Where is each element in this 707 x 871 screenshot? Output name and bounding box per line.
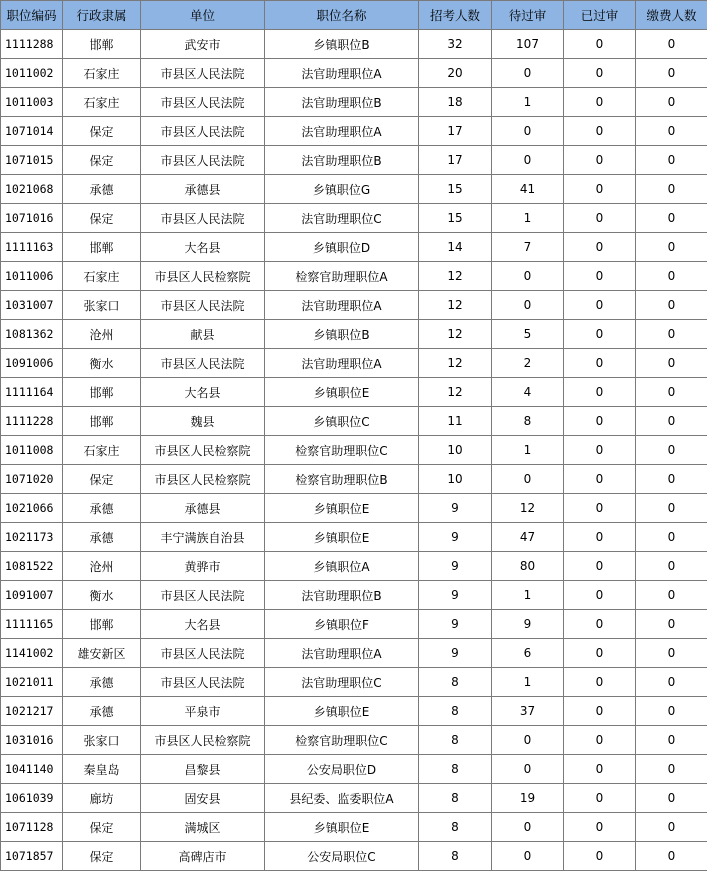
cell-position-name[interactable]: 检察官助理职位B <box>265 465 419 494</box>
cell-unit[interactable]: 魏县 <box>141 407 265 436</box>
cell-pending-review[interactable]: 0 <box>492 291 564 320</box>
table-row <box>1 465 707 494</box>
cell-paid-count[interactable]: 0 <box>636 262 707 291</box>
cell-recruit-count[interactable]: 8 <box>419 668 492 697</box>
cell-administrative-affiliation[interactable]: 邯郸 <box>63 30 141 59</box>
cell-recruit-count[interactable]: 9 <box>419 494 492 523</box>
cell-administrative-affiliation[interactable]: 承德 <box>63 175 141 204</box>
cell-unit[interactable]: 市县区人民法院 <box>141 88 265 117</box>
cell-pending-review[interactable]: 0 <box>492 726 564 755</box>
table-row <box>1 59 707 88</box>
cell-approved[interactable]: 0 <box>564 407 636 436</box>
cell-approved[interactable]: 0 <box>564 610 636 639</box>
header-administrative-affiliation[interactable]: 行政隶属 <box>63 1 141 30</box>
cell-pending-review[interactable]: 8 <box>492 407 564 436</box>
cell-administrative-affiliation[interactable]: 衡水 <box>63 349 141 378</box>
header-paid-count[interactable]: 缴费人数 <box>636 1 707 30</box>
cell-paid-count[interactable]: 0 <box>636 349 707 378</box>
cell-approved[interactable]: 0 <box>564 233 636 262</box>
cell-administrative-affiliation[interactable]: 保定 <box>63 146 141 175</box>
table-row <box>1 494 707 523</box>
cell-unit[interactable]: 市县区人民检察院 <box>141 465 265 494</box>
cell-approved[interactable]: 0 <box>564 349 636 378</box>
cell-position-name[interactable]: 法官助理职位A <box>265 59 419 88</box>
cell-recruit-count[interactable]: 8 <box>419 842 492 871</box>
cell-unit[interactable]: 固安县 <box>141 784 265 813</box>
table-row <box>1 523 707 552</box>
cell-approved[interactable]: 0 <box>564 581 636 610</box>
cell-approved[interactable]: 0 <box>564 320 636 349</box>
cell-paid-count[interactable]: 0 <box>636 581 707 610</box>
cell-unit[interactable]: 市县区人民检察院 <box>141 262 265 291</box>
cell-pending-review[interactable]: 9 <box>492 610 564 639</box>
table-row <box>1 842 707 871</box>
cell-position-name[interactable]: 法官助理职位A <box>265 117 419 146</box>
cell-position-name[interactable]: 法官助理职位A <box>265 349 419 378</box>
cell-pending-review[interactable]: 1 <box>492 668 564 697</box>
cell-position-name[interactable]: 法官助理职位B <box>265 146 419 175</box>
cell-approved[interactable]: 0 <box>564 726 636 755</box>
table-row <box>1 407 707 436</box>
cell-unit[interactable]: 市县区人民法院 <box>141 59 265 88</box>
cell-unit[interactable]: 武安市 <box>141 30 265 59</box>
table-row <box>1 88 707 117</box>
cell-unit[interactable]: 市县区人民法院 <box>141 581 265 610</box>
cell-unit[interactable]: 市县区人民法院 <box>141 639 265 668</box>
cell-administrative-affiliation[interactable]: 廊坊 <box>63 784 141 813</box>
cell-paid-count[interactable]: 0 <box>636 523 707 552</box>
cell-approved[interactable]: 0 <box>564 784 636 813</box>
table-row <box>1 320 707 349</box>
cell-position-code[interactable]: 1021068 <box>1 175 63 204</box>
cell-position-name[interactable]: 乡镇职位E <box>265 523 419 552</box>
cell-pending-review[interactable]: 0 <box>492 842 564 871</box>
cell-position-code[interactable]: 1111288 <box>1 30 63 59</box>
cell-position-name[interactable]: 检察官助理职位C <box>265 726 419 755</box>
cell-unit[interactable]: 丰宁满族自治县 <box>141 523 265 552</box>
cell-paid-count[interactable]: 0 <box>636 668 707 697</box>
cell-approved[interactable]: 0 <box>564 494 636 523</box>
cell-position-name[interactable]: 检察官助理职位C <box>265 436 419 465</box>
cell-approved[interactable]: 0 <box>564 117 636 146</box>
cell-position-name[interactable]: 乡镇职位E <box>265 697 419 726</box>
cell-pending-review[interactable]: 1 <box>492 436 564 465</box>
cell-approved[interactable]: 0 <box>564 378 636 407</box>
cell-unit[interactable]: 献县 <box>141 320 265 349</box>
cell-approved[interactable]: 0 <box>564 813 636 842</box>
cell-recruit-count[interactable]: 12 <box>419 291 492 320</box>
header-unit[interactable]: 单位 <box>141 1 265 30</box>
cell-position-name[interactable]: 乡镇职位C <box>265 407 419 436</box>
cell-paid-count[interactable]: 0 <box>636 146 707 175</box>
cell-administrative-affiliation[interactable]: 保定 <box>63 465 141 494</box>
cell-approved[interactable]: 0 <box>564 59 636 88</box>
cell-recruit-count[interactable]: 12 <box>419 320 492 349</box>
cell-pending-review[interactable]: 37 <box>492 697 564 726</box>
table-row <box>1 726 707 755</box>
cell-recruit-count[interactable]: 9 <box>419 523 492 552</box>
table-row <box>1 175 707 204</box>
cell-pending-review[interactable]: 107 <box>492 30 564 59</box>
cell-approved[interactable]: 0 <box>564 668 636 697</box>
cell-recruit-count[interactable]: 14 <box>419 233 492 262</box>
cell-approved[interactable]: 0 <box>564 755 636 784</box>
cell-position-code[interactable]: 1141002 <box>1 639 63 668</box>
header-pending-review[interactable]: 待过审 <box>492 1 564 30</box>
header-recruit-count[interactable]: 招考人数 <box>419 1 492 30</box>
cell-position-code[interactable]: 1071016 <box>1 204 63 233</box>
cell-unit[interactable]: 市县区人民法院 <box>141 117 265 146</box>
cell-administrative-affiliation[interactable]: 张家口 <box>63 291 141 320</box>
cell-position-code[interactable]: 1071128 <box>1 813 63 842</box>
cell-position-code[interactable]: 1071015 <box>1 146 63 175</box>
cell-paid-count[interactable]: 0 <box>636 436 707 465</box>
cell-approved[interactable]: 0 <box>564 30 636 59</box>
table-row <box>1 436 707 465</box>
cell-position-code[interactable]: 1031007 <box>1 291 63 320</box>
cell-paid-count[interactable]: 0 <box>636 494 707 523</box>
cell-administrative-affiliation[interactable]: 承德 <box>63 523 141 552</box>
cell-unit[interactable]: 大名县 <box>141 378 265 407</box>
cell-position-code[interactable]: 1011006 <box>1 262 63 291</box>
cell-paid-count[interactable]: 0 <box>636 30 707 59</box>
cell-unit[interactable]: 平泉市 <box>141 697 265 726</box>
cell-position-code[interactable]: 1111164 <box>1 378 63 407</box>
header-position-code[interactable]: 职位编码 <box>1 1 63 30</box>
cell-unit[interactable]: 大名县 <box>141 610 265 639</box>
cell-approved[interactable]: 0 <box>564 465 636 494</box>
cell-paid-count[interactable]: 0 <box>636 465 707 494</box>
cell-pending-review[interactable]: 0 <box>492 59 564 88</box>
cell-recruit-count[interactable]: 8 <box>419 726 492 755</box>
cell-paid-count[interactable]: 0 <box>636 378 707 407</box>
cell-pending-review[interactable]: 1 <box>492 88 564 117</box>
cell-administrative-affiliation[interactable]: 承德 <box>63 697 141 726</box>
cell-recruit-count[interactable]: 8 <box>419 755 492 784</box>
cell-approved[interactable]: 0 <box>564 88 636 117</box>
cell-recruit-count[interactable]: 10 <box>419 436 492 465</box>
table-row <box>1 378 707 407</box>
cell-recruit-count[interactable]: 17 <box>419 117 492 146</box>
cell-paid-count[interactable]: 0 <box>636 784 707 813</box>
cell-approved[interactable]: 0 <box>564 842 636 871</box>
cell-administrative-affiliation[interactable]: 沧州 <box>63 320 141 349</box>
cell-pending-review[interactable]: 2 <box>492 349 564 378</box>
cell-position-code[interactable]: 1071014 <box>1 117 63 146</box>
cell-approved[interactable]: 0 <box>564 204 636 233</box>
header-row <box>1 1 707 30</box>
table-row <box>1 610 707 639</box>
cell-position-code[interactable]: 1111228 <box>1 407 63 436</box>
cell-position-name[interactable]: 乡镇职位B <box>265 320 419 349</box>
cell-position-name[interactable]: 法官助理职位C <box>265 668 419 697</box>
cell-position-code[interactable]: 1011008 <box>1 436 63 465</box>
cell-unit[interactable]: 市县区人民法院 <box>141 204 265 233</box>
table-row <box>1 146 707 175</box>
cell-recruit-count[interactable]: 8 <box>419 784 492 813</box>
cell-administrative-affiliation[interactable]: 石家庄 <box>63 262 141 291</box>
cell-position-name[interactable]: 检察官助理职位A <box>265 262 419 291</box>
cell-approved[interactable]: 0 <box>564 146 636 175</box>
cell-recruit-count[interactable]: 8 <box>419 697 492 726</box>
cell-position-name[interactable]: 乡镇职位E <box>265 813 419 842</box>
table-row <box>1 204 707 233</box>
cell-administrative-affiliation[interactable]: 石家庄 <box>63 436 141 465</box>
cell-unit[interactable]: 市县区人民法院 <box>141 349 265 378</box>
cell-recruit-count[interactable]: 12 <box>419 349 492 378</box>
cell-pending-review[interactable]: 80 <box>492 552 564 581</box>
table-row <box>1 813 707 842</box>
cell-position-code[interactable]: 1021011 <box>1 668 63 697</box>
cell-position-code[interactable]: 1071020 <box>1 465 63 494</box>
cell-pending-review[interactable]: 47 <box>492 523 564 552</box>
cell-recruit-count[interactable]: 17 <box>419 146 492 175</box>
cell-position-name[interactable]: 乡镇职位E <box>265 378 419 407</box>
cell-position-name[interactable]: 法官助理职位A <box>265 291 419 320</box>
header-position-name[interactable]: 职位名称 <box>265 1 419 30</box>
cell-position-code[interactable]: 1041140 <box>1 755 63 784</box>
cell-approved[interactable]: 0 <box>564 639 636 668</box>
cell-administrative-affiliation[interactable]: 承德 <box>63 494 141 523</box>
cell-recruit-count[interactable]: 12 <box>419 378 492 407</box>
table-row <box>1 755 707 784</box>
cell-position-name[interactable]: 法官助理职位B <box>265 581 419 610</box>
cell-paid-count[interactable]: 0 <box>636 552 707 581</box>
cell-pending-review[interactable]: 0 <box>492 117 564 146</box>
cell-administrative-affiliation[interactable]: 保定 <box>63 204 141 233</box>
cell-position-code[interactable]: 1021066 <box>1 494 63 523</box>
cell-unit[interactable]: 昌黎县 <box>141 755 265 784</box>
cell-position-code[interactable]: 1111163 <box>1 233 63 262</box>
table-row <box>1 30 707 59</box>
cell-administrative-affiliation[interactable]: 邯郸 <box>63 233 141 262</box>
cell-position-code[interactable]: 1011003 <box>1 88 63 117</box>
cell-position-code[interactable]: 1061039 <box>1 784 63 813</box>
cell-administrative-affiliation[interactable]: 承德 <box>63 668 141 697</box>
cell-recruit-count[interactable]: 9 <box>419 581 492 610</box>
table-row <box>1 697 707 726</box>
cell-recruit-count[interactable]: 32 <box>419 30 492 59</box>
cell-position-name[interactable]: 法官助理职位A <box>265 639 419 668</box>
cell-pending-review[interactable]: 6 <box>492 639 564 668</box>
cell-pending-review[interactable]: 5 <box>492 320 564 349</box>
cell-unit[interactable]: 黄骅市 <box>141 552 265 581</box>
cell-paid-count[interactable]: 0 <box>636 697 707 726</box>
cell-paid-count[interactable]: 0 <box>636 59 707 88</box>
cell-administrative-affiliation[interactable]: 衡水 <box>63 581 141 610</box>
cell-paid-count[interactable]: 0 <box>636 204 707 233</box>
table-body <box>1 30 707 871</box>
cell-pending-review[interactable]: 0 <box>492 813 564 842</box>
cell-unit[interactable]: 市县区人民检察院 <box>141 726 265 755</box>
cell-position-name[interactable]: 乡镇职位G <box>265 175 419 204</box>
table-row <box>1 233 707 262</box>
cell-administrative-affiliation[interactable]: 张家口 <box>63 726 141 755</box>
cell-approved[interactable]: 0 <box>564 552 636 581</box>
cell-position-name[interactable]: 法官助理职位C <box>265 204 419 233</box>
cell-approved[interactable]: 0 <box>564 436 636 465</box>
cell-administrative-affiliation[interactable]: 雄安新区 <box>63 639 141 668</box>
cell-administrative-affiliation[interactable]: 邯郸 <box>63 610 141 639</box>
cell-paid-count[interactable]: 0 <box>636 117 707 146</box>
cell-position-code[interactable]: 1081362 <box>1 320 63 349</box>
cell-unit[interactable]: 承德县 <box>141 494 265 523</box>
table-row <box>1 552 707 581</box>
table-row <box>1 117 707 146</box>
cell-position-code[interactable]: 1091006 <box>1 349 63 378</box>
cell-approved[interactable]: 0 <box>564 291 636 320</box>
cell-position-code[interactable]: 1031016 <box>1 726 63 755</box>
cell-pending-review[interactable]: 0 <box>492 465 564 494</box>
cell-position-name[interactable]: 法官助理职位B <box>265 88 419 117</box>
cell-pending-review[interactable]: 4 <box>492 378 564 407</box>
table-row <box>1 349 707 378</box>
cell-paid-count[interactable]: 0 <box>636 175 707 204</box>
cell-recruit-count[interactable]: 15 <box>419 204 492 233</box>
cell-pending-review[interactable]: 7 <box>492 233 564 262</box>
cell-pending-review[interactable]: 41 <box>492 175 564 204</box>
cell-paid-count[interactable]: 0 <box>636 755 707 784</box>
cell-unit[interactable]: 满城区 <box>141 813 265 842</box>
cell-paid-count[interactable]: 0 <box>636 407 707 436</box>
cell-pending-review[interactable]: 0 <box>492 755 564 784</box>
cell-paid-count[interactable]: 0 <box>636 291 707 320</box>
cell-position-name[interactable]: 县纪委、监委职位A <box>265 784 419 813</box>
table-row <box>1 639 707 668</box>
header-approved[interactable]: 已过审 <box>564 1 636 30</box>
cell-position-code[interactable]: 1021217 <box>1 697 63 726</box>
cell-administrative-affiliation[interactable]: 石家庄 <box>63 59 141 88</box>
cell-unit[interactable]: 市县区人民法院 <box>141 146 265 175</box>
cell-position-name[interactable]: 乡镇职位D <box>265 233 419 262</box>
cell-unit[interactable]: 大名县 <box>141 233 265 262</box>
cell-administrative-affiliation[interactable]: 邯郸 <box>63 378 141 407</box>
cell-approved[interactable]: 0 <box>564 175 636 204</box>
cell-position-name[interactable]: 乡镇职位E <box>265 494 419 523</box>
cell-recruit-count[interactable]: 8 <box>419 813 492 842</box>
cell-paid-count[interactable]: 0 <box>636 842 707 871</box>
cell-pending-review[interactable]: 19 <box>492 784 564 813</box>
cell-administrative-affiliation[interactable]: 沧州 <box>63 552 141 581</box>
cell-pending-review[interactable]: 12 <box>492 494 564 523</box>
cell-administrative-affiliation[interactable]: 保定 <box>63 117 141 146</box>
table-row <box>1 668 707 697</box>
cell-administrative-affiliation[interactable]: 邯郸 <box>63 407 141 436</box>
cell-recruit-count[interactable]: 11 <box>419 407 492 436</box>
cell-paid-count[interactable]: 0 <box>636 610 707 639</box>
cell-position-name[interactable]: 乡镇职位B <box>265 30 419 59</box>
cell-pending-review[interactable]: 0 <box>492 146 564 175</box>
cell-position-code[interactable]: 1021173 <box>1 523 63 552</box>
cell-recruit-count[interactable]: 12 <box>419 262 492 291</box>
cell-position-code[interactable]: 1091007 <box>1 581 63 610</box>
cell-administrative-affiliation[interactable]: 保定 <box>63 842 141 871</box>
cell-recruit-count[interactable]: 9 <box>419 610 492 639</box>
cell-pending-review[interactable]: 1 <box>492 204 564 233</box>
cell-position-code[interactable]: 1111165 <box>1 610 63 639</box>
cell-approved[interactable]: 0 <box>564 697 636 726</box>
cell-position-code[interactable]: 1071857 <box>1 842 63 871</box>
cell-paid-count[interactable]: 0 <box>636 639 707 668</box>
cell-unit[interactable]: 承德县 <box>141 175 265 204</box>
cell-position-name[interactable]: 公安局职位D <box>265 755 419 784</box>
table-header <box>1 1 707 30</box>
cell-paid-count[interactable]: 0 <box>636 320 707 349</box>
cell-recruit-count[interactable]: 10 <box>419 465 492 494</box>
cell-position-name[interactable]: 公安局职位C <box>265 842 419 871</box>
cell-unit[interactable]: 市县区人民检察院 <box>141 436 265 465</box>
cell-paid-count[interactable]: 0 <box>636 726 707 755</box>
cell-approved[interactable]: 0 <box>564 262 636 291</box>
cell-pending-review[interactable]: 0 <box>492 262 564 291</box>
cell-pending-review[interactable]: 1 <box>492 581 564 610</box>
cell-administrative-affiliation[interactable]: 秦皇岛 <box>63 755 141 784</box>
cell-administrative-affiliation[interactable]: 石家庄 <box>63 88 141 117</box>
cell-recruit-count[interactable]: 15 <box>419 175 492 204</box>
cell-paid-count[interactable]: 0 <box>636 233 707 262</box>
cell-unit[interactable]: 市县区人民法院 <box>141 291 265 320</box>
cell-paid-count[interactable]: 0 <box>636 88 707 117</box>
table-row <box>1 262 707 291</box>
cell-recruit-count[interactable]: 9 <box>419 639 492 668</box>
cell-administrative-affiliation[interactable]: 保定 <box>63 813 141 842</box>
cell-paid-count[interactable]: 0 <box>636 813 707 842</box>
cell-recruit-count[interactable]: 18 <box>419 88 492 117</box>
cell-position-code[interactable]: 1081522 <box>1 552 63 581</box>
cell-recruit-count[interactable]: 20 <box>419 59 492 88</box>
table-row <box>1 291 707 320</box>
cell-position-name[interactable]: 乡镇职位F <box>265 610 419 639</box>
cell-position-code[interactable]: 1011002 <box>1 59 63 88</box>
cell-unit[interactable]: 市县区人民法院 <box>141 668 265 697</box>
table-row <box>1 784 707 813</box>
table-row <box>1 581 707 610</box>
cell-position-name[interactable]: 乡镇职位A <box>265 552 419 581</box>
cell-unit[interactable]: 高碑店市 <box>141 842 265 871</box>
cell-approved[interactable]: 0 <box>564 523 636 552</box>
cell-recruit-count[interactable]: 9 <box>419 552 492 581</box>
